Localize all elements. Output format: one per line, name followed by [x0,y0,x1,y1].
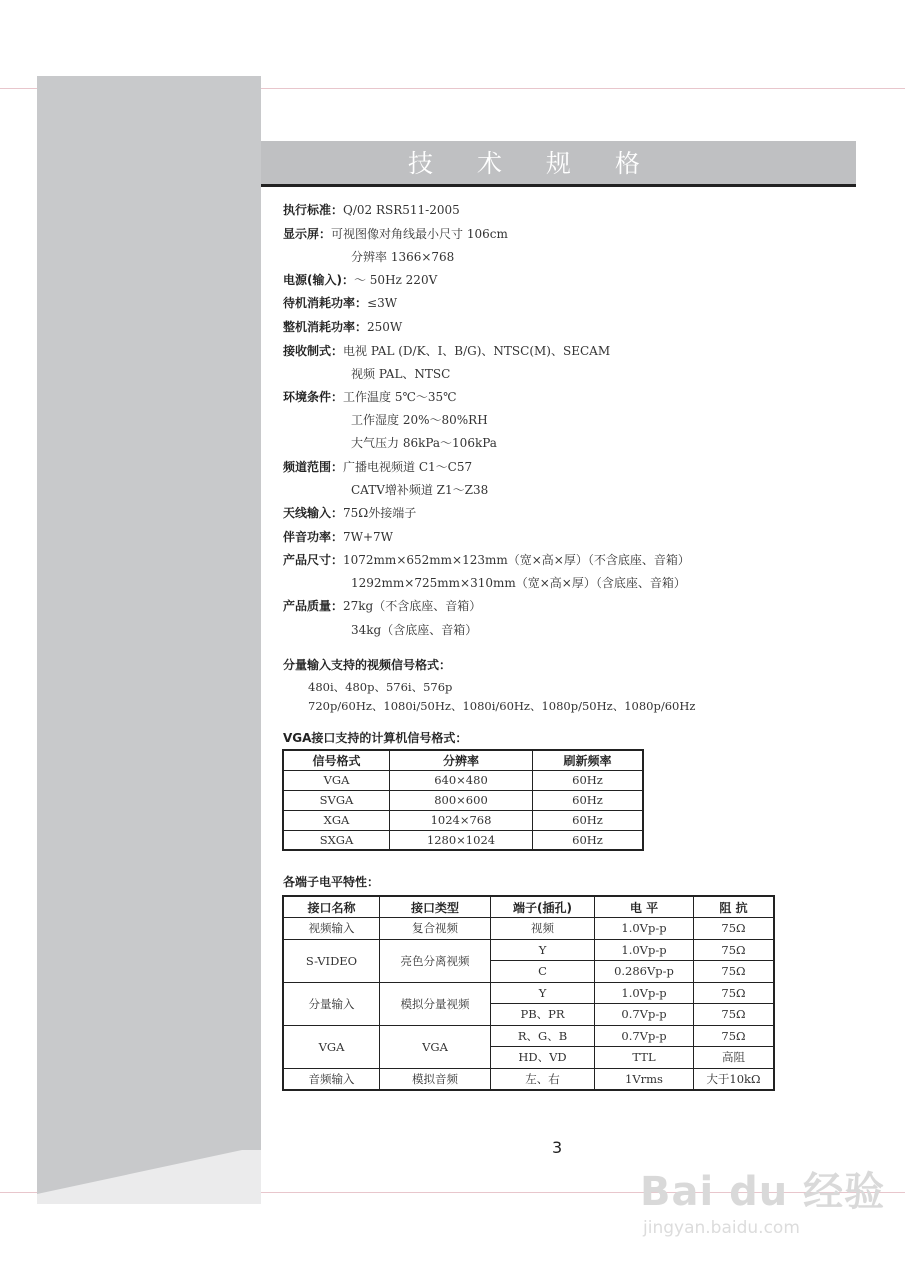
table-row [283,1025,774,1047]
spec-label: 产品质量： [283,599,344,613]
spec-reception-system [283,344,610,358]
spec-label: 产品尺寸： [283,553,344,567]
table-cell: 分量输入 [283,982,380,1025]
spec-weight [283,599,481,613]
table-header-cell: 接口类型 [380,896,491,918]
table-header-cell: 信号格式 [283,750,390,770]
table-cell: 0.7Vp-p [595,1025,694,1047]
table-cell: 0.286Vp-p [595,961,694,983]
table-cell: 60Hz [533,830,644,850]
table-cell: 75Ω [694,961,775,983]
vga-formats-heading: VGA接口支持的计算机信号格式： [283,731,468,745]
spec-label: 执行标准： [283,203,344,217]
table-cell: HD、VD [491,1047,595,1069]
table-cell: 复合视频 [380,918,491,940]
table-cell: 高阻 [694,1047,775,1069]
table-cell: 音频输入 [283,1068,380,1090]
table-header-cell: 分辨率 [390,750,533,770]
table-row [283,1068,774,1090]
table-cell: VGA [380,1025,491,1068]
spec-standard [283,203,460,217]
sidebar-fold-shape [37,1150,261,1204]
table-cell: 视频 [491,918,595,940]
spec-label: 待机消耗功率： [283,296,368,310]
table-cell: 1024×768 [390,810,533,830]
table-header-cell: 端子(插孔) [491,896,595,918]
table-cell: 模拟音频 [380,1068,491,1090]
table-cell: Y [491,982,595,1004]
table-cell: 1280×1024 [390,830,533,850]
table-header-cell: 电 平 [595,896,694,918]
spec-display-resolution: 分辨率 1366×768 [351,250,455,264]
spec-value: 广播电视频道 C1～C57 [343,460,473,474]
table-cell: 亮色分离视频 [380,939,491,982]
table-cell: 1.0Vp-p [595,939,694,961]
page-title: 技 术 规 格 [408,149,658,178]
table-cell: SXGA [283,830,390,850]
table-cell: 75Ω [694,939,775,961]
spec-value: 250W [367,320,403,334]
spec-value: 75Ω外接端子 [343,506,417,520]
table-cell: 1.0Vp-p [595,918,694,940]
table-cell: XGA [283,810,390,830]
table-row [283,918,774,940]
table-header-cell: 接口名称 [283,896,380,918]
table-cell: 大于10kΩ [694,1068,775,1090]
table-header-cell: 刷新频率 [533,750,644,770]
table-cell: 左、右 [491,1068,595,1090]
table-cell: Y [491,939,595,961]
table-cell: 800×600 [390,790,533,810]
spec-value: 27kg（不含底座、音箱） [343,599,482,613]
table-cell: R、G、B [491,1025,595,1047]
vga-formats-table [282,749,644,851]
table-cell: 75Ω [694,982,775,1004]
spec-value: ≤3W [367,296,398,310]
table-row [283,770,643,790]
component-formats-heading: 分量输入支持的视频信号格式： [283,658,452,672]
spec-channel-catv: CATV增补频道 Z1～Z38 [351,483,489,497]
table-row [283,790,643,810]
spec-channel-range [283,460,472,474]
spec-power-input [283,273,437,287]
spec-display [283,227,508,241]
table-header-row [283,750,643,770]
spec-weight-with-stand: 34kg（含底座、音箱） [351,623,478,637]
spec-standby-power [283,296,397,310]
spec-environment [283,390,457,404]
table-header-row [283,896,774,918]
table-cell: VGA [283,1025,380,1068]
table-cell: 75Ω [694,918,775,940]
spec-reception-video: 视频 PAL、NTSC [351,367,451,381]
table-cell: S-VIDEO [283,939,380,982]
table-cell: 60Hz [533,790,644,810]
table-header-cell: 阻 抗 [694,896,775,918]
spec-value: 1072mm×652mm×123mm（宽×高×厚）（不含底座、音箱） [343,553,690,567]
watermark-logo-text: Bai du 经验 [640,1169,886,1215]
spec-environment-pressure: 大气压力 86kPa～106kPa [351,436,497,450]
table-row [283,810,643,830]
table-cell: SVGA [283,790,390,810]
table-cell: 75Ω [694,1004,775,1026]
watermark-logo [640,1160,885,1217]
component-formats-line1: 480i、480p、576i、576p [308,680,453,694]
table-cell: 60Hz [533,810,644,830]
watermark-url: jingyan.baidu.com [643,1218,800,1238]
spec-dimensions [283,553,690,567]
terminal-levels-heading: 各端子电平特性： [283,875,380,889]
spec-label: 整机消耗功率： [283,320,368,334]
spec-antenna-input [283,506,416,520]
spec-audio-power [283,530,393,544]
table-cell: VGA [283,770,390,790]
spec-environment-humidity: 工作湿度 20%～80%RH [351,413,488,427]
spec-label: 伴音功率： [283,530,344,544]
spec-value: 工作温度 5℃～35℃ [343,390,457,404]
table-cell: PB、PR [491,1004,595,1026]
spec-value: 电视 PAL (D/K、I、B/G)、NTSC(M)、SECAM [343,344,611,358]
table-cell: 0.7Vp-p [595,1004,694,1026]
spec-label: 电源(输入)： [283,273,354,287]
table-row [283,982,774,1004]
table-cell: TTL [595,1047,694,1069]
spec-dimensions-with-stand: 1292mm×725mm×310mm（宽×高×厚）（含底座、音箱） [351,576,686,590]
spec-label: 频道范围： [283,460,344,474]
page-number: 3 [552,1138,563,1157]
spec-label: 天线输入： [283,506,344,520]
table-cell: C [491,961,595,983]
table-cell: 75Ω [694,1025,775,1047]
table-cell: 1.0Vp-p [595,982,694,1004]
table-cell: 模拟分量视频 [380,982,491,1025]
spec-label: 接收制式： [283,344,344,358]
left-sidebar-panel [37,76,261,1204]
table-row [283,939,774,961]
table-cell: 640×480 [390,770,533,790]
table-cell: 视频输入 [283,918,380,940]
spec-value: 7W+7W [343,530,394,544]
table-row [283,830,643,850]
component-formats-line2: 720p/60Hz、1080i/50Hz、1080i/60Hz、1080p/50Hz、1080p/60Hz [308,699,696,713]
table-cell: 60Hz [533,770,644,790]
spec-label: 显示屏： [283,227,332,241]
table-cell: 1Vrms [595,1068,694,1090]
spec-value: ～ 50Hz 220V [353,273,438,287]
spec-value: 可视图像对角线最小尺寸 106cm [331,227,508,241]
spec-total-power [283,320,402,334]
spec-value: Q/02 RSR511-2005 [343,203,460,217]
spec-label: 环境条件： [283,390,344,404]
terminal-levels-table [282,895,775,1091]
